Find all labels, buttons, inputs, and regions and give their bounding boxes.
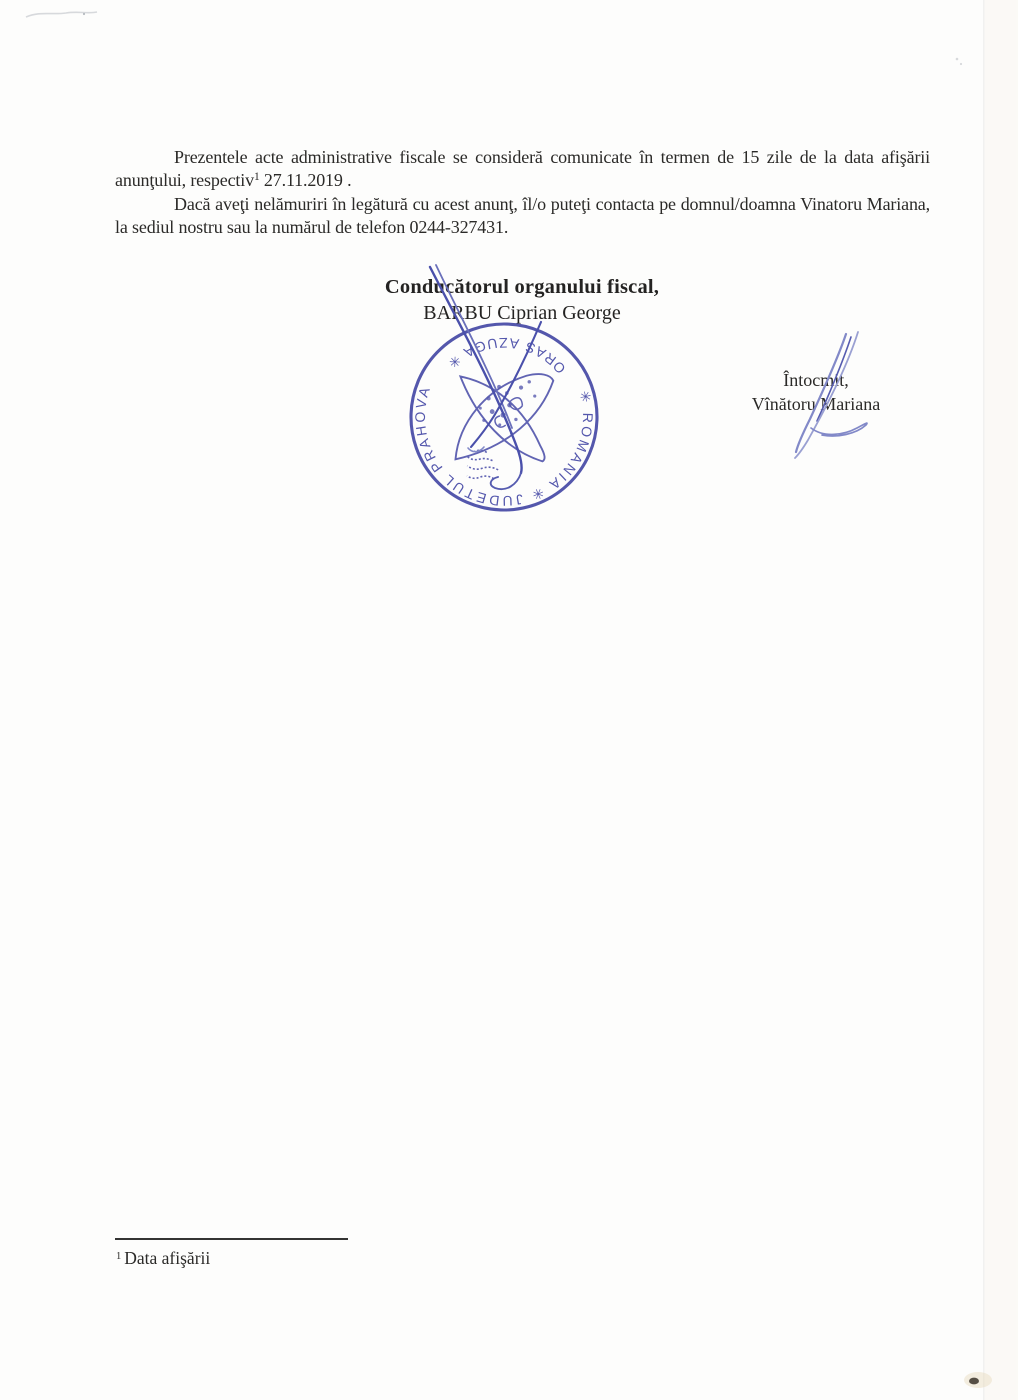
paragraph-contact: Dacă aveţi nelămuriri în legătură cu acest anunţ, îl/o puteţi contacta pe domnul/doamna Vinatoru Mariana, la sediul nostru sau la numărul de telefon 0244-327431. (115, 193, 930, 237)
footnote-marker: 1 (116, 1251, 122, 1262)
body-text-block (115, 146, 930, 239)
scan-edge-tint (985, 0, 1018, 1400)
stamp-arc-top-text: ✳ ROMANIA ✳ JUDETUL PRAHOVA (411, 382, 597, 510)
prepared-by-name: Vînătoru Mariana (751, 393, 881, 414)
signatory-name: BARBU Ciprian George (423, 302, 621, 324)
footnote-text (116, 1247, 516, 1269)
stamp-emblem-dots (478, 378, 537, 435)
prepared-by-block (706, 369, 926, 416)
signatory-title: Conducătorul organului fiscal, (384, 276, 660, 298)
stamp-emblem (455, 371, 554, 481)
stamp-arc-bottom-label (443, 333, 570, 378)
prepared-by-label: Întocmit, (783, 370, 849, 390)
footnote-separator-line (115, 1238, 348, 1240)
paragraph-notice (115, 146, 930, 193)
scan-speck-top (956, 58, 962, 65)
paragraph-notice-date: 27.11.2019 . (259, 170, 352, 191)
paragraph-notice-text: Prezentele acte administrative fiscale se consideră comunicate în termen de 15 zile de la data afişării anunţului, respectiv (115, 147, 930, 191)
official-round-stamp (401, 314, 608, 521)
footnote-label: Data afişării (124, 1248, 211, 1268)
footnote-reference: 1 (253, 171, 260, 184)
stamp-arc-top-label (409, 383, 597, 513)
pencil-mark (26, 12, 97, 17)
stamp-arc-bottom-text: ORAS AZUGA ✳ (443, 334, 569, 377)
